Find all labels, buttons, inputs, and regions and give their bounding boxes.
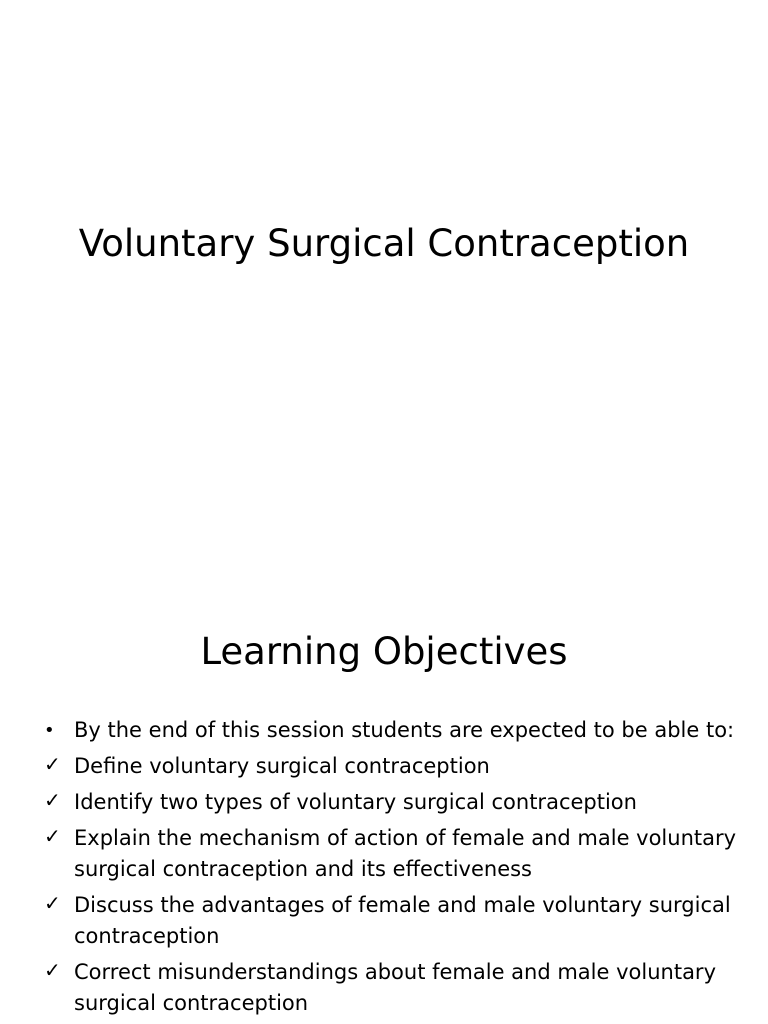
objective-text: Discuss the advantages of female and male voluntary surgical contraception bbox=[74, 893, 731, 948]
objective-text: Identify two types of voluntary surgical contraception bbox=[74, 790, 637, 814]
objective-item-4 bbox=[40, 890, 740, 952]
checkmark-icon: ✓ bbox=[44, 824, 61, 848]
objectives-list bbox=[40, 715, 740, 1024]
checkmark-icon: ✓ bbox=[44, 958, 61, 982]
objectives-title: Learning Objectives bbox=[200, 630, 568, 673]
intro-item bbox=[40, 715, 740, 746]
checkmark-icon: ✓ bbox=[44, 752, 61, 776]
intro-text: By the end of this session students are expected to be able to: bbox=[74, 718, 735, 742]
bullet-icon: • bbox=[44, 720, 55, 741]
objective-item-5 bbox=[40, 957, 740, 1019]
objective-item-1 bbox=[40, 751, 740, 782]
checkmark-icon: ✓ bbox=[44, 788, 61, 812]
slide-title: Voluntary Surgical Contraception bbox=[78, 222, 690, 265]
objectives-slide bbox=[0, 576, 768, 1024]
objective-text: Explain the mechanism of action of female and male voluntary surgical contraception and its effectiveness bbox=[74, 826, 737, 881]
objective-item-2 bbox=[40, 787, 740, 818]
objective-text: Define voluntary surgical contraception bbox=[74, 754, 490, 778]
objective-item-3 bbox=[40, 823, 740, 885]
objective-text: Correct misunderstandings about female and male voluntary surgical contraception bbox=[74, 960, 716, 1015]
checkmark-icon: ✓ bbox=[44, 891, 61, 915]
